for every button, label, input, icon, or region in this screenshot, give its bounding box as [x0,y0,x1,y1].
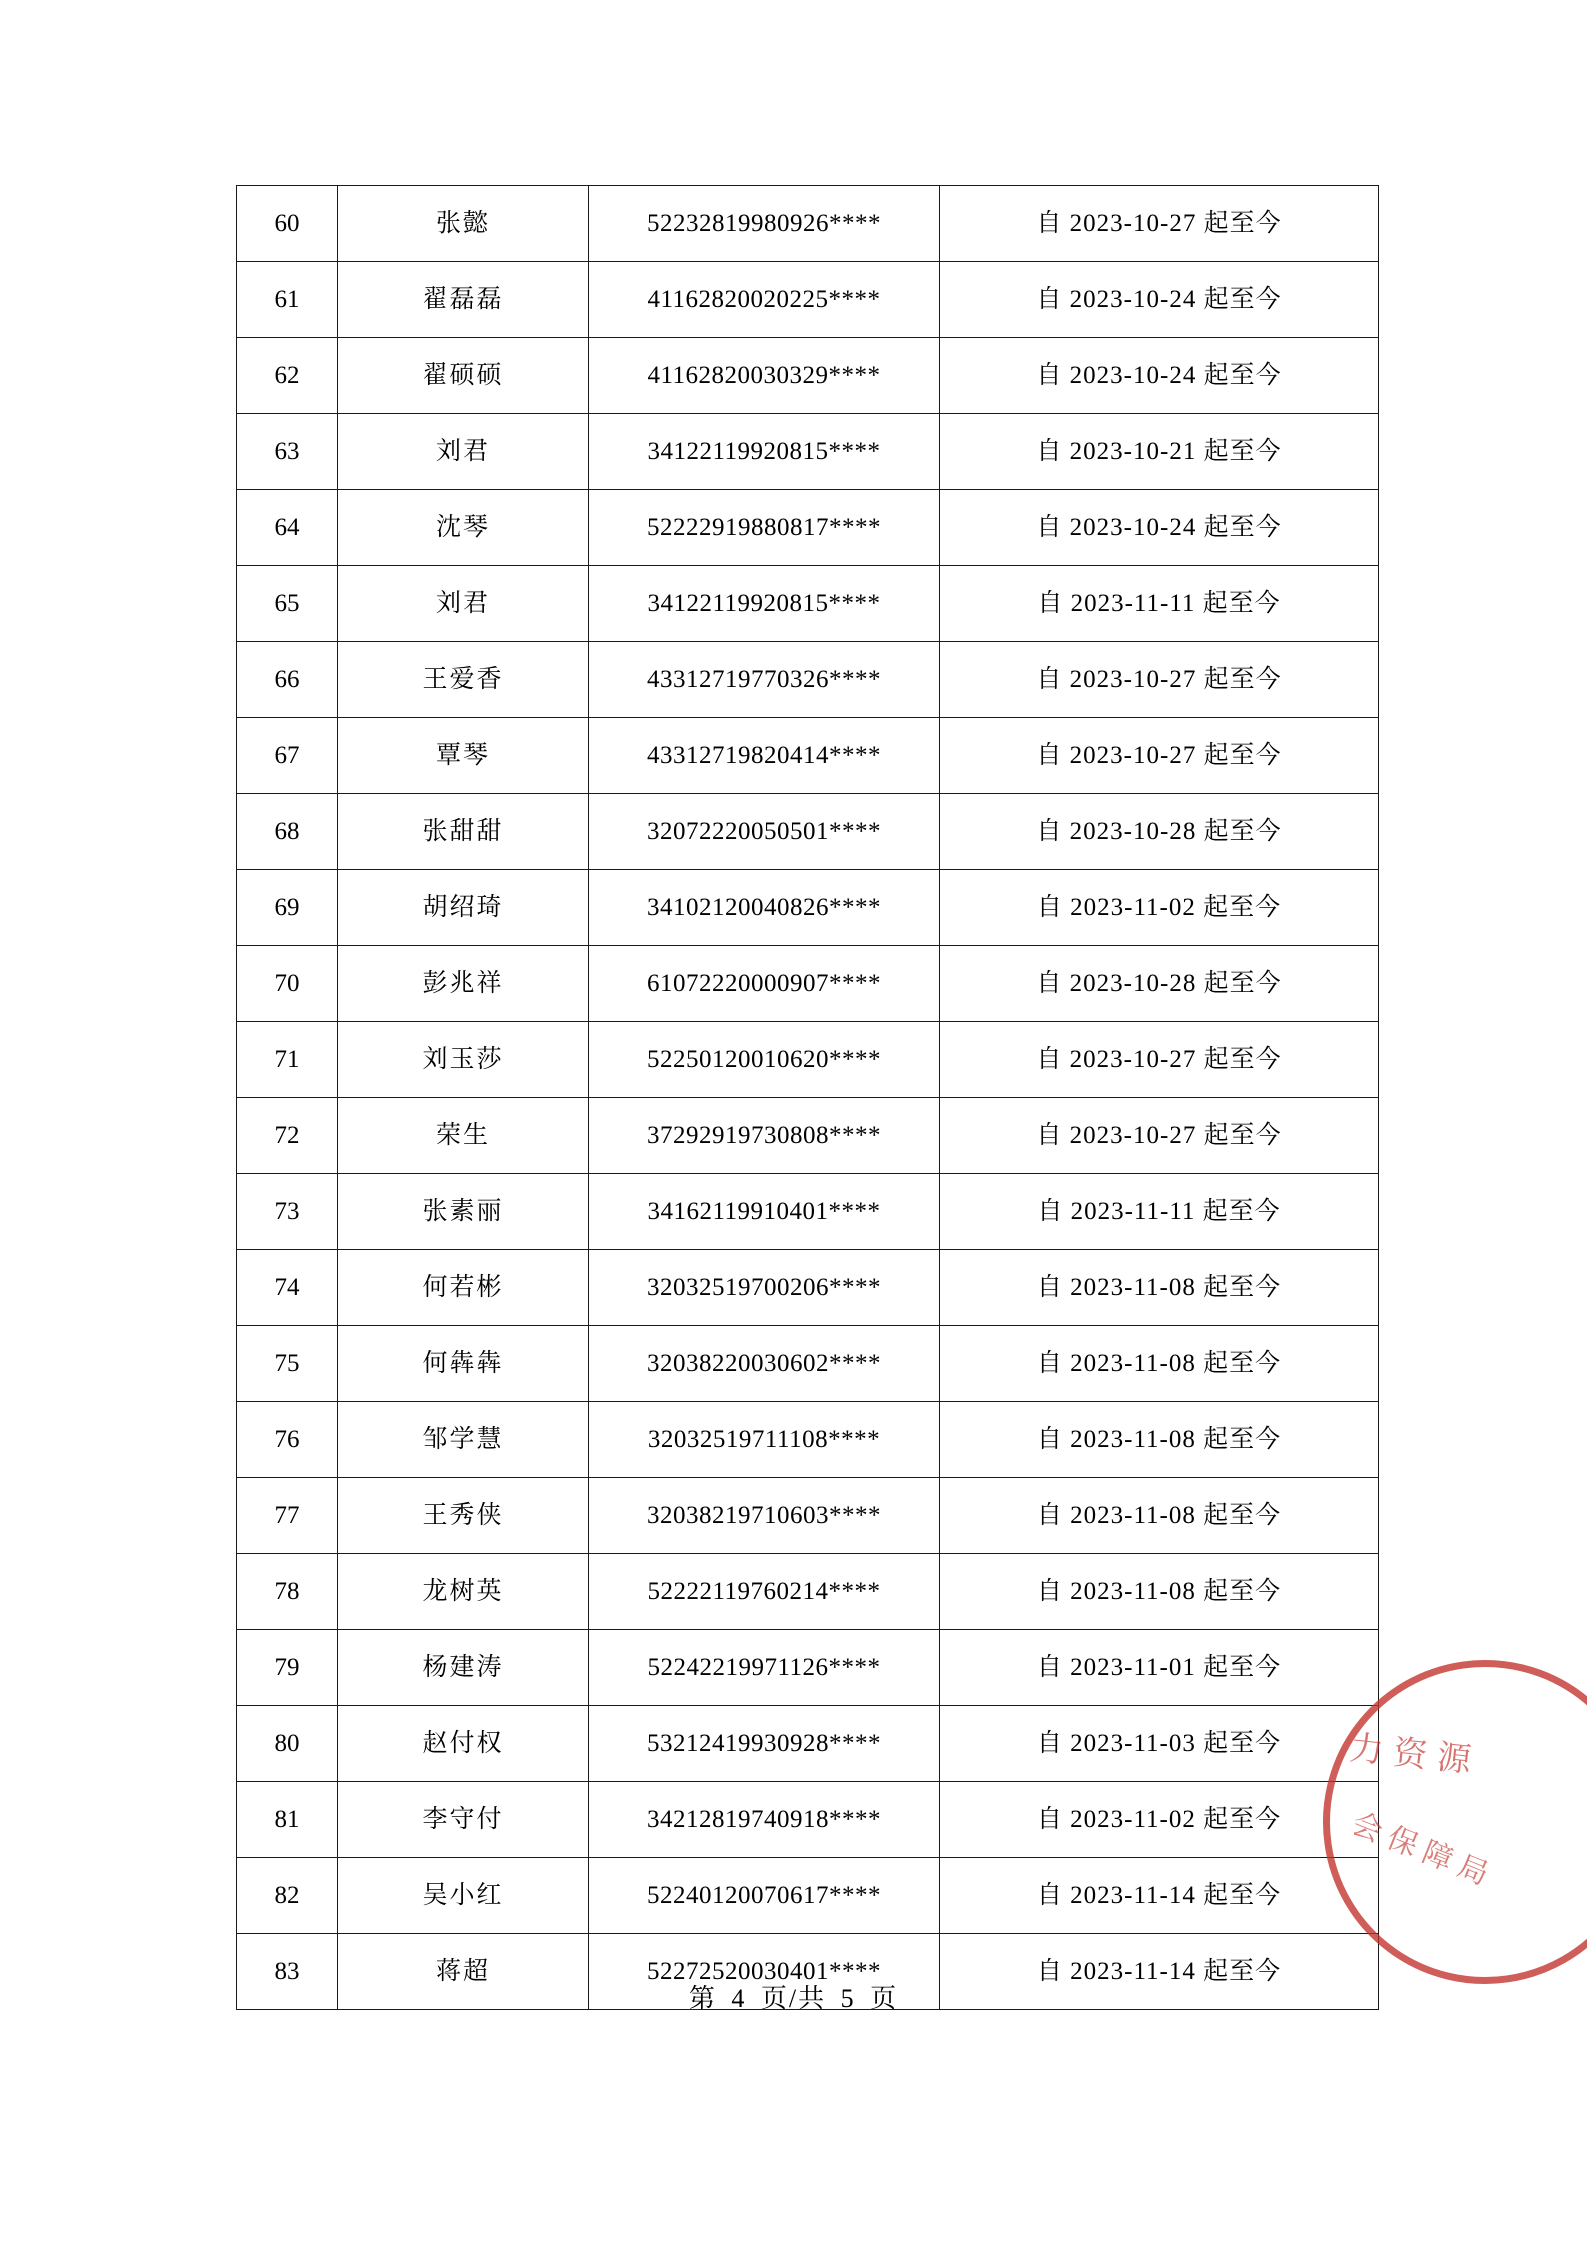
cell-id-number: 34162119910401**** [589,1174,940,1250]
cell-name: 王秀侠 [338,1478,589,1554]
table-row [237,262,1379,338]
table-row [237,1022,1379,1098]
cell-id-number: 32038219710603**** [589,1478,940,1554]
cell-period: 自 2023-11-11 起至今 [940,1174,1379,1250]
cell-index: 81 [237,1782,338,1858]
cell-name: 赵付权 [338,1706,589,1782]
cell-name: 翟磊磊 [338,262,589,338]
cell-id-number: 52250120010620**** [589,1022,940,1098]
table-row [237,1098,1379,1174]
table-row [237,566,1379,642]
cell-id-number: 34212819740918**** [589,1782,940,1858]
cell-name: 刘玉莎 [338,1022,589,1098]
cell-index: 75 [237,1326,338,1402]
cell-id-number: 34122119920815**** [589,414,940,490]
cell-period: 自 2023-10-27 起至今 [940,1098,1379,1174]
cell-id-number: 53212419930928**** [589,1706,940,1782]
table-row [237,338,1379,414]
table-row [237,946,1379,1022]
cell-index: 63 [237,414,338,490]
cell-id-number: 43312719770326**** [589,642,940,718]
cell-period: 自 2023-10-27 起至今 [940,718,1379,794]
cell-index: 66 [237,642,338,718]
seal-text-line2: 会保障局 [1347,1807,1501,1895]
cell-id-number: 52232819980926**** [589,186,940,262]
cell-period: 自 2023-11-01 起至今 [940,1630,1379,1706]
table-row [237,1554,1379,1630]
footer-page-number: 4 [731,1984,747,2013]
footer-prefix: 第 [688,1984,717,2013]
cell-index: 79 [237,1630,338,1706]
table-row [237,642,1379,718]
cell-id-number: 37292919730808**** [589,1098,940,1174]
table-row [237,870,1379,946]
cell-index: 82 [237,1858,338,1934]
cell-name: 吴小红 [338,1858,589,1934]
cell-index: 83 [237,1934,338,2010]
table-row [237,1326,1379,1402]
cell-id-number: 32072220050501**** [589,794,940,870]
cell-index: 60 [237,186,338,262]
cell-name: 何若彬 [338,1250,589,1326]
table-row [237,1858,1379,1934]
footer-suffix: 页 [870,1984,899,2013]
cell-name: 龙树英 [338,1554,589,1630]
cell-index: 80 [237,1706,338,1782]
table-row [237,186,1379,262]
cell-name: 张素丽 [338,1174,589,1250]
table-row [237,490,1379,566]
roster-table-container [236,185,1374,2010]
cell-name: 李守付 [338,1782,589,1858]
table-row [237,794,1379,870]
cell-period: 自 2023-11-11 起至今 [940,566,1379,642]
cell-period: 自 2023-10-27 起至今 [940,186,1379,262]
cell-period: 自 2023-11-14 起至今 [940,1858,1379,1934]
cell-name: 蒋超 [338,1934,589,2010]
table-row [237,1402,1379,1478]
cell-index: 62 [237,338,338,414]
cell-period: 自 2023-10-28 起至今 [940,794,1379,870]
cell-index: 74 [237,1250,338,1326]
cell-period: 自 2023-10-28 起至今 [940,946,1379,1022]
cell-name: 王爱香 [338,642,589,718]
cell-period: 自 2023-11-08 起至今 [940,1250,1379,1326]
cell-name: 张甜甜 [338,794,589,870]
table-row [237,1630,1379,1706]
footer-middle: 页/共 [760,1984,827,2013]
cell-index: 73 [237,1174,338,1250]
cell-period: 自 2023-10-24 起至今 [940,338,1379,414]
cell-id-number: 52222919880817**** [589,490,940,566]
cell-name: 杨建涛 [338,1630,589,1706]
cell-period: 自 2023-10-24 起至今 [940,262,1379,338]
cell-index: 78 [237,1554,338,1630]
table-row [237,1478,1379,1554]
cell-id-number: 52272520030401**** [589,1934,940,2010]
cell-name: 刘君 [338,566,589,642]
cell-name: 覃琴 [338,718,589,794]
cell-id-number: 34122119920815**** [589,566,940,642]
cell-name: 彭兆祥 [338,946,589,1022]
cell-period: 自 2023-11-08 起至今 [940,1402,1379,1478]
table-row [237,1782,1379,1858]
cell-name: 张懿 [338,186,589,262]
cell-period: 自 2023-10-27 起至今 [940,1022,1379,1098]
cell-name: 刘君 [338,414,589,490]
cell-id-number: 41162820020225**** [589,262,940,338]
cell-id-number: 32038220030602**** [589,1326,940,1402]
cell-id-number: 32032519700206**** [589,1250,940,1326]
cell-id-number: 52242219971126**** [589,1630,940,1706]
cell-period: 自 2023-11-08 起至今 [940,1326,1379,1402]
cell-id-number: 43312719820414**** [589,718,940,794]
cell-index: 68 [237,794,338,870]
table-row [237,414,1379,490]
cell-id-number: 34102120040826**** [589,870,940,946]
cell-period: 自 2023-11-02 起至今 [940,870,1379,946]
cell-index: 72 [237,1098,338,1174]
footer-page-total: 5 [840,1984,856,2013]
cell-id-number: 32032519711108**** [589,1402,940,1478]
cell-name: 沈琴 [338,490,589,566]
cell-period: 自 2023-11-03 起至今 [940,1706,1379,1782]
cell-id-number: 61072220000907**** [589,946,940,1022]
cell-index: 76 [237,1402,338,1478]
cell-id-number: 41162820030329**** [589,338,940,414]
cell-index: 71 [237,1022,338,1098]
cell-period: 自 2023-11-08 起至今 [940,1554,1379,1630]
table-row [237,1250,1379,1326]
cell-period: 自 2023-10-27 起至今 [940,642,1379,718]
cell-period: 自 2023-10-24 起至今 [940,490,1379,566]
table-row [237,1174,1379,1250]
cell-index: 64 [237,490,338,566]
cell-period: 自 2023-11-14 起至今 [940,1934,1379,2010]
cell-index: 65 [237,566,338,642]
cell-name: 邹学慧 [338,1402,589,1478]
seal-text-line1: 力资源 [1347,1730,1483,1781]
cell-index: 70 [237,946,338,1022]
cell-period: 自 2023-10-21 起至今 [940,414,1379,490]
roster-table [236,185,1379,2010]
cell-index: 67 [237,718,338,794]
cell-period: 自 2023-11-02 起至今 [940,1782,1379,1858]
cell-index: 77 [237,1478,338,1554]
cell-id-number: 52240120070617**** [589,1858,940,1934]
cell-index: 61 [237,262,338,338]
roster-table-body [237,186,1379,2010]
cell-name: 胡绍琦 [338,870,589,946]
cell-index: 69 [237,870,338,946]
cell-id-number: 52222119760214**** [589,1554,940,1630]
cell-name: 荣生 [338,1098,589,1174]
table-row [237,718,1379,794]
table-row [237,1706,1379,1782]
cell-period: 自 2023-11-08 起至今 [940,1478,1379,1554]
cell-name: 翟硕硕 [338,338,589,414]
cell-name: 何犇犇 [338,1326,589,1402]
page-footer [0,1978,1587,2015]
